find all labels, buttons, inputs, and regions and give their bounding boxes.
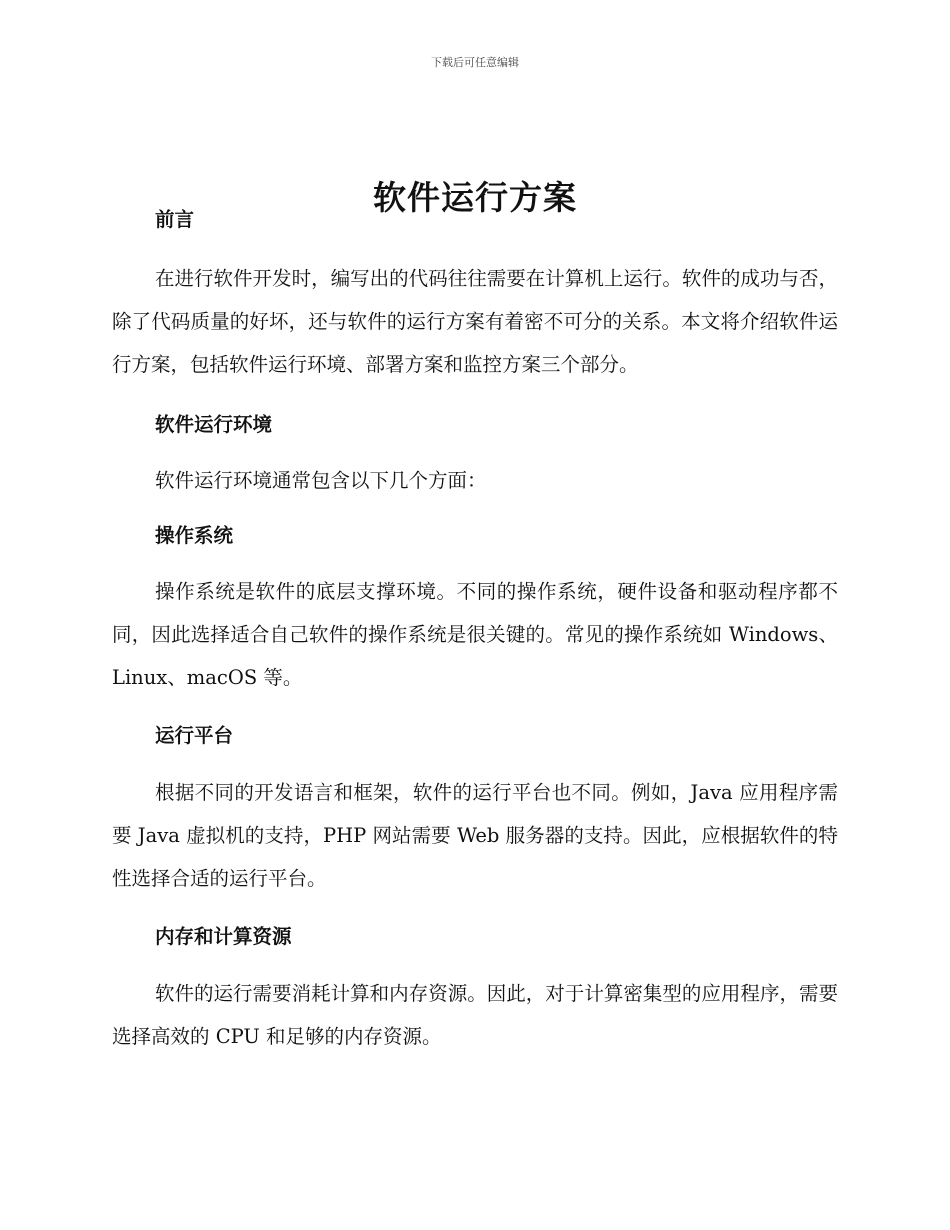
section-paragraph-operating-system: 操作系统是软件的底层支撑环境。不同的操作系统，硬件设备和驱动程序都不同，因此选择适合自己软件的操作系统是很关键的。常见的操作系统如 Windows、Linux、macOS 等。 <box>112 580 838 689</box>
section-paragraph-runtime-environment: 软件运行环境通常包含以下几个方面： <box>155 469 487 492</box>
section-paragraph-runtime-platform: 根据不同的开发语言和框架，软件的运行平台也不同。例如，Java 应用程序需要 Java 虚拟机的支持，PHP 网站需要 Web 服务器的支持。因此，应根据软件的特性选择合适的运行平台。 <box>112 781 838 890</box>
section-heading-operating-system: 操作系统 <box>155 524 234 547</box>
section-paragraph-memory-compute: 软件的运行需要消耗计算和内存资源。因此，对于计算密集型的应用程序，需要选择高效的 CPU 和足够的内存资源。 <box>112 982 838 1048</box>
document-title: 软件运行方案 <box>373 178 577 218</box>
section-heading-preface: 前言 <box>155 208 195 231</box>
section-heading-memory-compute: 内存和计算资源 <box>155 925 292 948</box>
section-heading-runtime-platform: 运行平台 <box>155 724 234 747</box>
document-body <box>112 204 838 1058</box>
header-note: 下载后可任意编辑 <box>431 56 519 69</box>
section-paragraph-preface: 在进行软件开发时，编写出的代码往往需要在计算机上运行。软件的成功与否，除了代码质量的好坏，还与软件的运行方案有着密不可分的关系。本文将介绍软件运行方案，包括软件运行环境、部署方案和监控方案三个部分。 <box>112 267 838 376</box>
section-heading-runtime-environment: 软件运行环境 <box>155 413 273 436</box>
